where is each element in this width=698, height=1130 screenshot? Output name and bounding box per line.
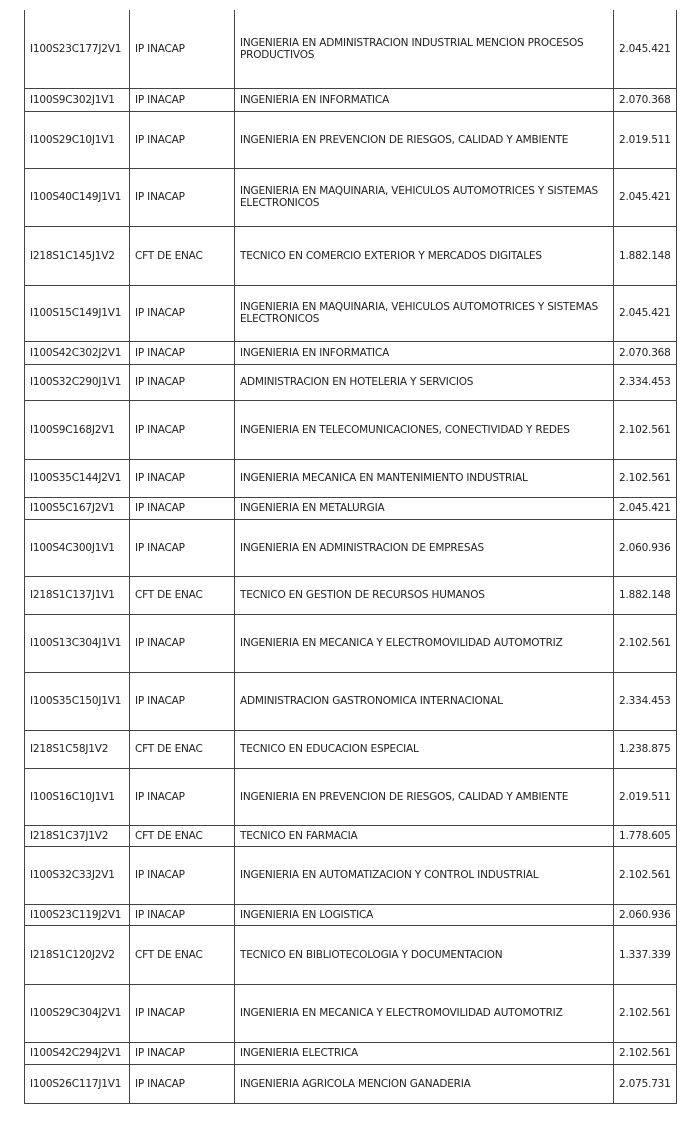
row-code: I100S32C33J2V1 [25,846,130,904]
row-amount: 2.045.421 [614,168,677,226]
row-amount: 2.070.368 [614,88,677,111]
table-row [25,341,677,364]
row-institution: IP INACAP [130,341,235,364]
table-row [25,672,677,730]
table-row [25,1042,677,1064]
row-institution: IP INACAP [130,984,235,1042]
careers-table [24,10,677,1104]
row-code: I100S4C300J1V1 [25,519,130,576]
row-amount: 2.060.936 [614,519,677,576]
row-code: I100S16C10J1V1 [25,768,130,825]
row-career: TECNICO EN EDUCACION ESPECIAL [235,730,614,768]
row-code: I218S1C58J1V2 [25,730,130,768]
row-code: I100S15C149J1V1 [25,285,130,341]
row-amount: 2.102.561 [614,846,677,904]
row-career: INGENIERIA EN INFORMATICA [235,88,614,111]
row-amount: 2.102.561 [614,400,677,459]
row-code: I100S9C168J2V1 [25,400,130,459]
row-amount: 2.102.561 [614,984,677,1042]
row-career: INGENIERIA EN MAQUINARIA, VEHICULOS AUTOMOTRICES Y SISTEMAS ELECTRONICOS [235,168,614,226]
table-row [25,925,677,984]
table-row [25,768,677,825]
table-row [25,364,677,400]
table-row [25,400,677,459]
row-career: INGENIERIA EN MAQUINARIA, VEHICULOS AUTOMOTRICES Y SISTEMAS ELECTRONICOS [235,285,614,341]
row-career: INGENIERIA EN ADMINISTRACION INDUSTRIAL MENCION PROCESOS PRODUCTIVOS [235,10,614,88]
row-code: I100S35C150J1V1 [25,672,130,730]
row-code: I100S35C144J2V1 [25,459,130,497]
row-career: INGENIERIA EN ADMINISTRACION DE EMPRESAS [235,519,614,576]
row-amount: 2.019.511 [614,111,677,168]
table-row [25,846,677,904]
row-institution: IP INACAP [130,672,235,730]
row-code: I100S26C117J1V1 [25,1064,130,1103]
row-code: I100S13C304J1V1 [25,614,130,672]
row-institution: CFT DE ENAC [130,825,235,846]
row-career: TECNICO EN GESTION DE RECURSOS HUMANOS [235,576,614,614]
row-amount: 1.882.148 [614,226,677,285]
table-row [25,825,677,846]
row-career: INGENIERIA EN MECANICA Y ELECTROMOVILIDAD AUTOMOTRIZ [235,614,614,672]
row-career: TECNICO EN BIBLIOTECOLOGIA Y DOCUMENTACION [235,925,614,984]
row-institution: IP INACAP [130,400,235,459]
row-amount: 2.045.421 [614,285,677,341]
row-amount: 2.019.511 [614,768,677,825]
table-row [25,88,677,111]
table-row [25,226,677,285]
row-career: ADMINISTRACION GASTRONOMICA INTERNACIONAL [235,672,614,730]
table-row [25,614,677,672]
row-career: TECNICO EN FARMACIA [235,825,614,846]
table-row [25,285,677,341]
table-row [25,111,677,168]
row-amount: 1.882.148 [614,576,677,614]
row-code: I100S42C294J2V1 [25,1042,130,1064]
row-career: INGENIERIA AGRICOLA MENCION GANADERIA [235,1064,614,1103]
row-institution: IP INACAP [130,285,235,341]
row-amount: 2.075.731 [614,1064,677,1103]
row-institution: IP INACAP [130,1042,235,1064]
row-institution: IP INACAP [130,846,235,904]
row-amount: 2.102.561 [614,459,677,497]
row-code: I100S32C290J1V1 [25,364,130,400]
row-institution: CFT DE ENAC [130,226,235,285]
row-institution: CFT DE ENAC [130,730,235,768]
table-row [25,904,677,925]
row-career: INGENIERIA EN METALURGIA [235,497,614,519]
table-row [25,459,677,497]
row-career: INGENIERIA EN LOGISTICA [235,904,614,925]
row-institution: IP INACAP [130,497,235,519]
row-code: I218S1C145J1V2 [25,226,130,285]
row-code: I100S9C302J1V1 [25,88,130,111]
row-career: ADMINISTRACION EN HOTELERIA Y SERVICIOS [235,364,614,400]
row-institution: IP INACAP [130,364,235,400]
row-institution: CFT DE ENAC [130,576,235,614]
row-institution: IP INACAP [130,519,235,576]
row-institution: IP INACAP [130,88,235,111]
row-career: INGENIERIA EN TELECOMUNICACIONES, CONECTIVIDAD Y REDES [235,400,614,459]
table-row [25,730,677,768]
row-amount: 1.778.605 [614,825,677,846]
row-career: INGENIERIA EN INFORMATICA [235,341,614,364]
row-code: I100S29C304J2V1 [25,984,130,1042]
row-career: INGENIERIA MECANICA EN MANTENIMIENTO INDUSTRIAL [235,459,614,497]
row-institution: IP INACAP [130,614,235,672]
row-code: I100S5C167J2V1 [25,497,130,519]
row-institution: IP INACAP [130,904,235,925]
row-amount: 2.102.561 [614,1042,677,1064]
row-code: I100S29C10J1V1 [25,111,130,168]
row-institution: CFT DE ENAC [130,925,235,984]
row-career: INGENIERIA ELECTRICA [235,1042,614,1064]
row-amount: 1.238.875 [614,730,677,768]
row-amount: 2.045.421 [614,497,677,519]
row-institution: IP INACAP [130,168,235,226]
row-career: INGENIERIA EN AUTOMATIZACION Y CONTROL INDUSTRIAL [235,846,614,904]
row-institution: IP INACAP [130,459,235,497]
row-amount: 1.337.339 [614,925,677,984]
row-institution: IP INACAP [130,768,235,825]
row-amount: 2.334.453 [614,672,677,730]
table-row [25,984,677,1042]
row-amount: 2.060.936 [614,904,677,925]
table-row [25,168,677,226]
table-row [25,1064,677,1103]
row-amount: 2.045.421 [614,10,677,88]
row-career: INGENIERIA EN PREVENCION DE RIESGOS, CALIDAD Y AMBIENTE [235,768,614,825]
row-code: I218S1C37J1V2 [25,825,130,846]
row-institution: IP INACAP [130,111,235,168]
table-row [25,576,677,614]
row-code: I100S23C119J2V1 [25,904,130,925]
row-career: INGENIERIA EN MECANICA Y ELECTROMOVILIDAD AUTOMOTRIZ [235,984,614,1042]
row-career: TECNICO EN COMERCIO EXTERIOR Y MERCADOS DIGITALES [235,226,614,285]
row-code: I218S1C137J1V1 [25,576,130,614]
row-amount: 2.070.368 [614,341,677,364]
row-code: I218S1C120J2V2 [25,925,130,984]
row-code: I100S23C177J2V1 [25,10,130,88]
table-row [25,519,677,576]
table-row [25,10,677,88]
row-institution: IP INACAP [130,10,235,88]
row-code: I100S40C149J1V1 [25,168,130,226]
table-row [25,497,677,519]
row-institution: IP INACAP [130,1064,235,1103]
row-career: INGENIERIA EN PREVENCION DE RIESGOS, CALIDAD Y AMBIENTE [235,111,614,168]
row-amount: 2.102.561 [614,614,677,672]
row-amount: 2.334.453 [614,364,677,400]
row-code: I100S42C302J2V1 [25,341,130,364]
